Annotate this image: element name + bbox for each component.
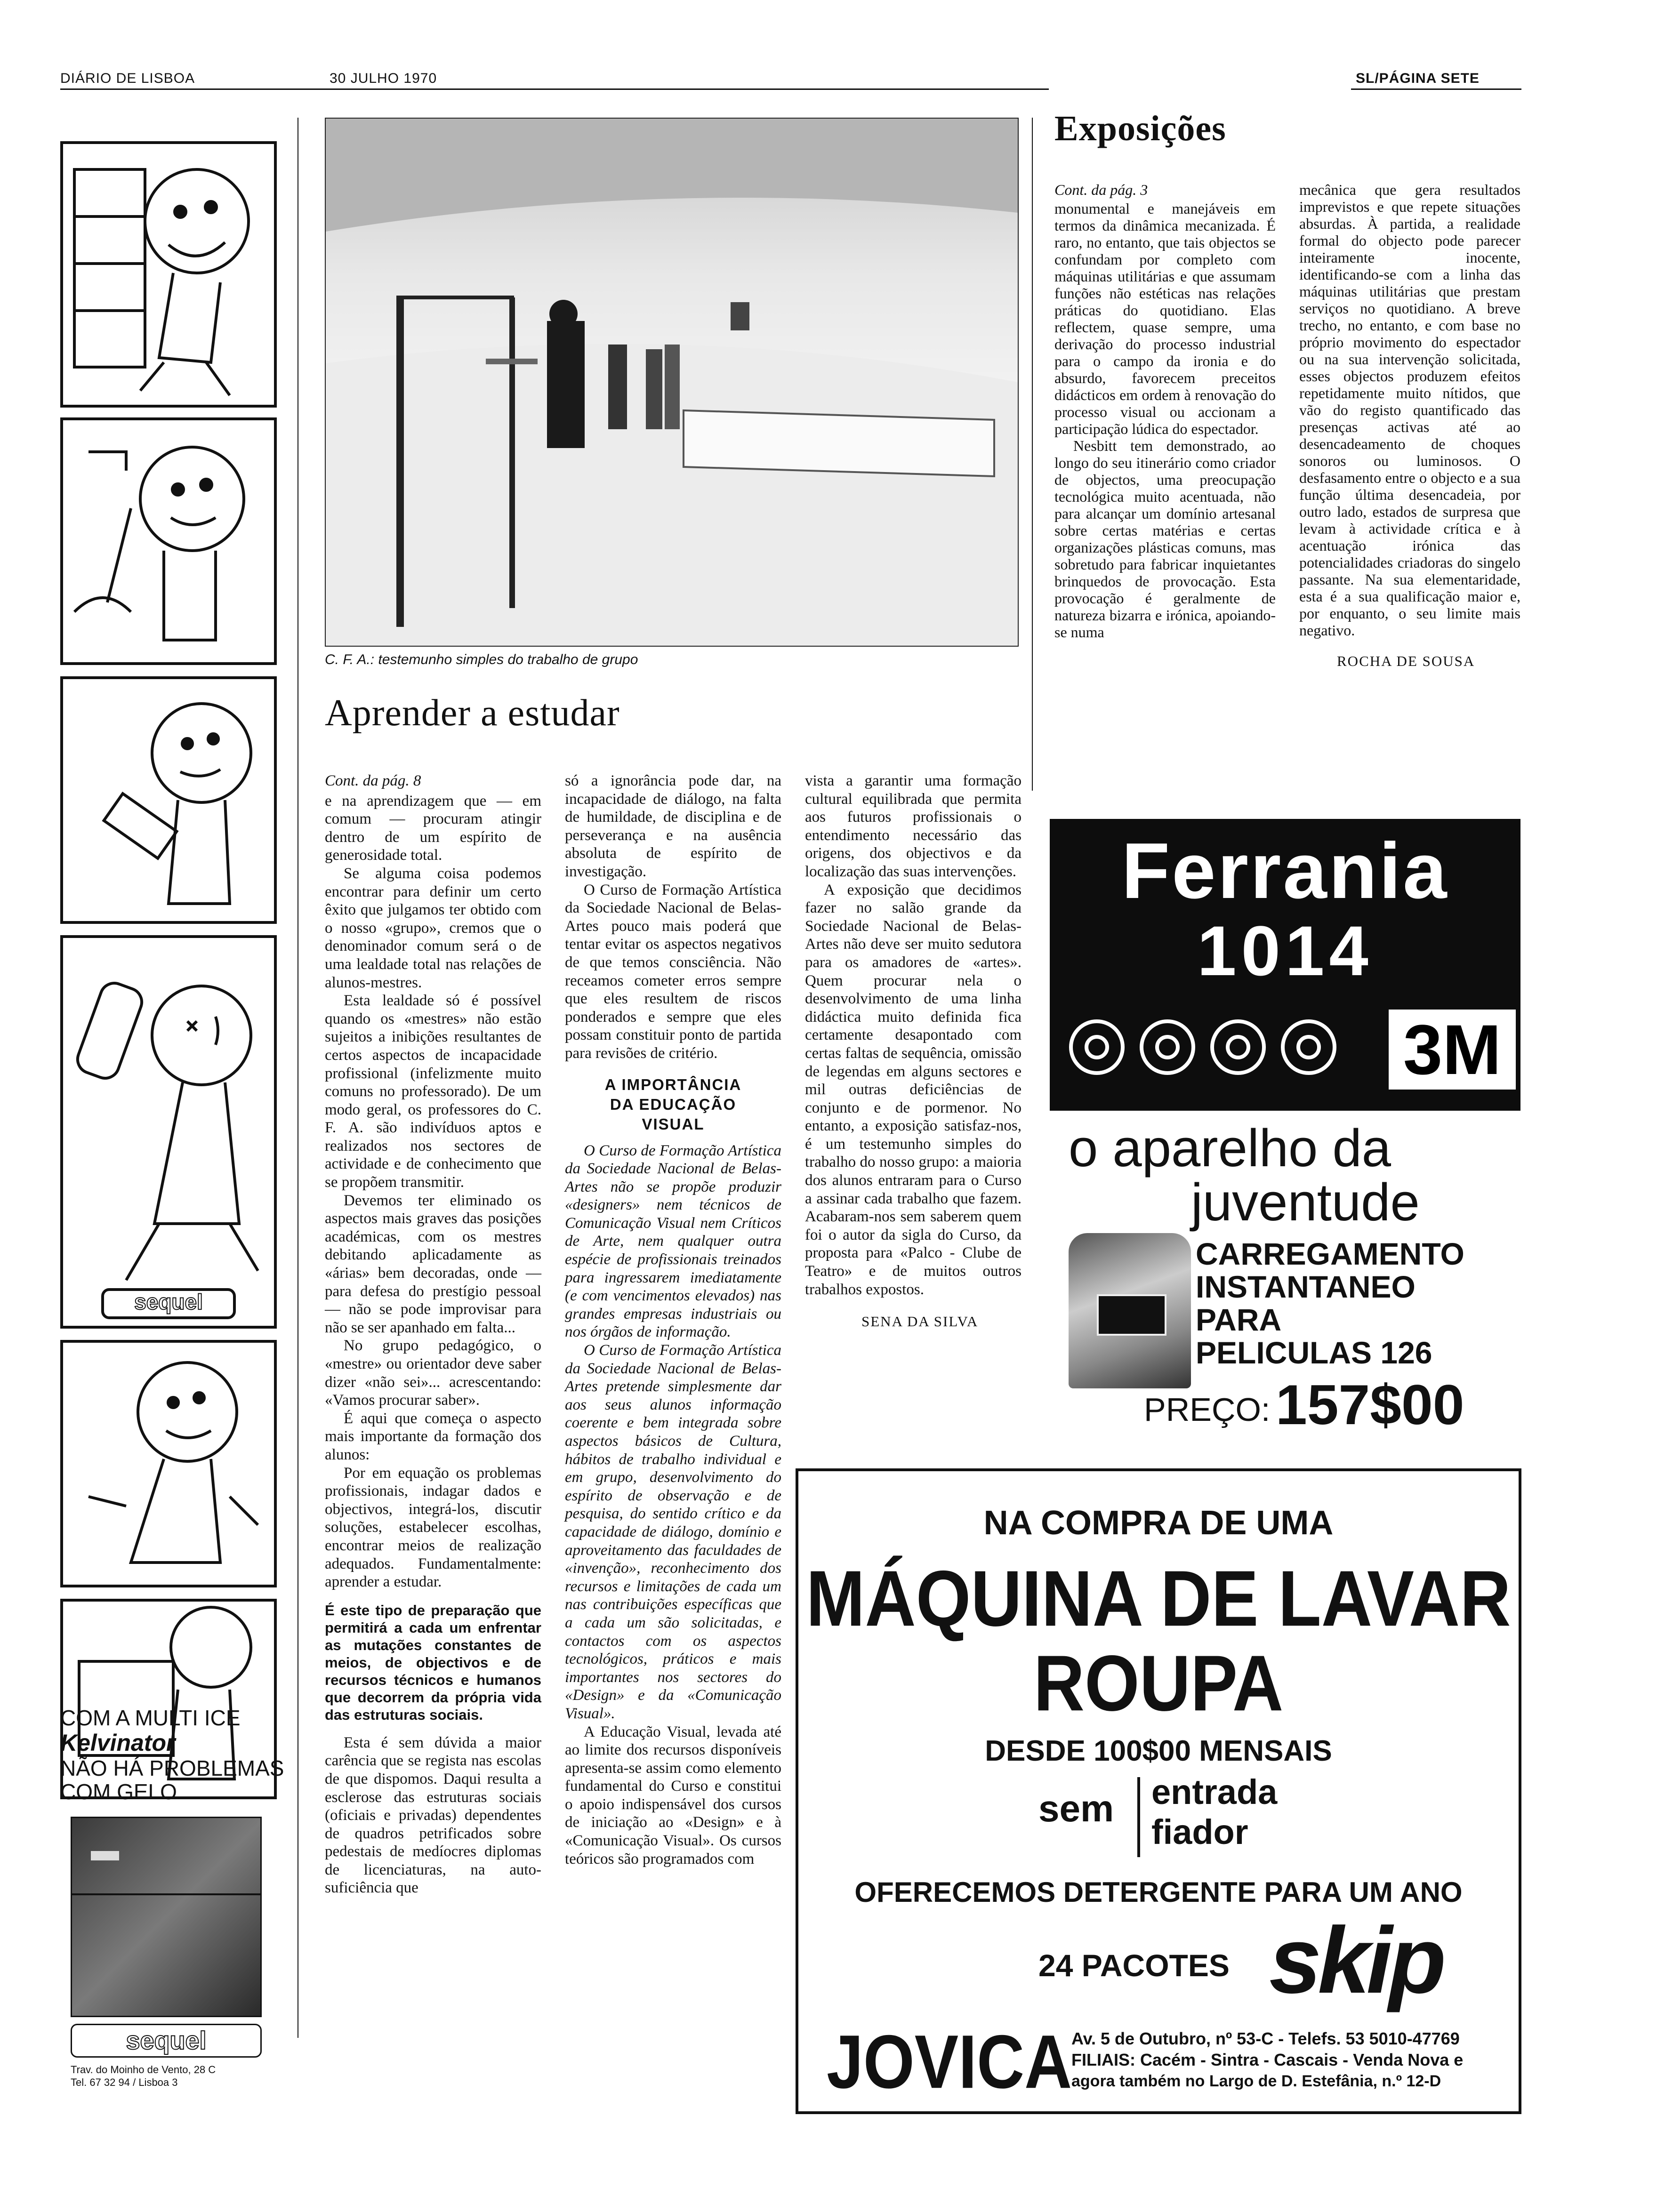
aprender-column-1	[325, 772, 541, 1897]
paragraph: mecânica que gera resultados imprevistos e que repete situações absurdas. À partida, a realidade formal do objecto pode parecer inteiramente inocente, identificando-se com a linha das máquinas utilitárias que prestam serviços no quotidiano. A breve trecho, no entanto, e com base no próprio movimento do espectador ou na sua intervenção solicitada, esses objectos produzem efeitos repetidamente muito nítidos, que vão do registo quantificado das presenças activas até ao desencadeamento de choques sonoros ou luminosos. O desfasamento entre o objecto e a sua função última desencadeia, por outro lado, estados de surpresa que levam à actividade crítica e à acentuação irónica das potencialidades criadoras do singelo passante. Na sua elementaridade, esta é a sua qualificação maior e, por enquanto, o seu limite mais negativo.	[1299, 181, 1520, 639]
jovica-store-name: JOVICA	[827, 2019, 1072, 2104]
ferrania-model: 1014	[1197, 911, 1373, 990]
paragraph: O Curso de Formação Artística da Sociedade Nacional de Belas-Artes não se propõe produzir «designers» nem técnicos de Comunicação Visual nem Críticos de Arte, nem qualquer outra espécie de profissionais treinados para ingressarem imediatamente (e com vencimentos elevados) nas grandes empresas industriais ou nos órgãos de informação.	[565, 1142, 781, 1341]
paragraph: Se alguma coisa podemos encontrar para definir um certo êxito que julgamos ter obtido com o nosso «grupo», cremos que o denominador comum será o de uma lealdade total nas relações de alunos-mestres.	[325, 865, 541, 991]
ferrania-ad	[1050, 819, 1520, 1440]
paragraph: monumental e manejáveis em termos da dinâmica mecanizada. É raro, no entanto, que tais objectos se confundam por completo com máquinas utilitárias e que assumam funções não estéticas nas relações práticas do quotidiano. Elas reflectem, quase sempre, uma derivação do processo industrial para o campo da ironia e do absurdo, favorecem preceitos didácticos em ordem à renovação do processo visual ou accionam a participação lúdica do espectador.	[1054, 200, 1276, 437]
header-rule-right	[1351, 88, 1521, 90]
feature-line2: INSTANTANEO	[1196, 1269, 1416, 1304]
kelvinator-address2: Tel. 67 32 94 / Lisboa 3	[71, 2076, 178, 2088]
jovica-ad	[796, 1468, 1521, 2114]
paragraph: Nesbitt tem demonstrado, ao longo do seu itinerário como criador de objectos, uma preocupação tecnológica muito acentuada, não para alcançar um domínio artesanal sobre certas matérias e certas organizações plásticas comuns, mas sobretudo para fabricar inquietantes brinquedos de provocação. Esta provocação é geralmente de natureza bizarra e irónica, apoiando-se numa	[1054, 437, 1276, 641]
kelvinator-line3: COM GELO	[60, 1779, 177, 1804]
aperture-icons	[1064, 1017, 1356, 1078]
paragraph: A Educação Visual, levada até ao limite dos recursos disponíveis apresenta-se assim como elemento fundamental do Curso e constitui o apoio indispensável dos cursos de iniciação ao «Design» e à «Comunicação Visual». Os cursos teóricos são programados com	[565, 1723, 781, 1867]
header-rule	[60, 88, 1049, 90]
byline: ROCHA DE SOUSA	[1337, 653, 1475, 669]
3m-logo: 3M	[1389, 1010, 1516, 1090]
byline: SENA DA SILVA	[861, 1313, 979, 1330]
kelvinator-line2: NÃO HÁ PROBLEMAS	[60, 1756, 284, 1780]
jovica-line4: DESDE 100$00 MENSAIS	[985, 1735, 1332, 1767]
jovica-packs: 24 PACOTES	[1038, 1948, 1230, 1983]
paragraph: vista a garantir uma formação cultural equilibrada que permita aos futuros profissionais o entendimento necessário das origens, dos objectivos e da localização das suas intervenções.	[805, 772, 1022, 880]
paragraph: Esta lealdade só é possível quando os «mestres» não estão sujeitos a inibições resultantes de certos aspectos de incapacidade profissional (infelizmente muito comuns no professorado). De um modo geral, os professores do C. F. A. são indivíduos aptos e realizados nos sectores de actividade e de conhecimento que se propõem transmitir.	[325, 992, 541, 1191]
ferrania-tagline1: o aparelho da	[1069, 1119, 1392, 1178]
paragraph: No grupo pedagógico, o «mestre» ou orientador deve saber dizer «não sei»... acrescentando: «Vamos procurar saber».	[325, 1337, 541, 1409]
paragraph: A exposição que decidimos fazer no salão grande da Sociedade Nacional de Belas-Artes não deve ser muito sedutora para os amadores de «artes». Quem procurar nela o desenvolvimento de uma linha didáctica muito definida fica certamente desapontado com certas faltas de sequência, omissão de legendas em alguns sectores e mil outras deficiências de conjunto e de pormenor. No entanto, a exposição satisfaz-nos, é um testemunho simples do trabalho do nosso grupo: a maioria dos alunos entraram para o Curso a assinar cada trabalho que fazem. Acabaram-nos sem saberem quem foi o autor da sigla do Curso, da proposta para «Palco - Clube de Teatro» e de muitos outros trabalhos expostos.	[805, 881, 1022, 1298]
jovica-line2: MÁQUINA DE LAVAR	[806, 1554, 1511, 1643]
subhead-line3: VISUAL	[642, 1115, 705, 1133]
paragraph: e na aprendizagem que — em comum — procuram atingir dentro de um espírito de generosidade total.	[325, 792, 541, 864]
paragraph: O Curso de Formação Artística da Sociedade Nacional de Belas-Artes pretende simplesmente dar aos seus alunos informação coerente e bem integrada sobre aspectos básicos de Cultura, hábitos de trabalho individual e em grupo, desenvolvimento do espírito de observação e de pesquisa, do sentido crítico e da capacidade de diálogo, domínio e aproveitamento das faculdades de «invenção», reconhecimento dos recursos e limitações de cada um nas contribuições específicas que a cada um são solicitadas, e contactos com os aspectos tecnológicos, práticos e mais importantes nos sectores do «Design» e da «Comunicação Visual».	[565, 1342, 781, 1722]
sequel-logo-bottom: sequel	[71, 2024, 262, 2058]
paragraph: Esta é sem dúvida a maior carência que se regista nas escolas de que dispomos. Daqui resulta a esclerose das estruturas sociais (oficiais e privadas) dependentes de quadros petrificados sobre pedestais de medíocres diplomas de licenciaturas, na auto-suficiência que	[325, 1734, 541, 1897]
exposicoes-column-2	[1299, 181, 1520, 670]
bold-paragraph: É este tipo de preparação que permitirá a cada um enfrentar as mutações constantes de meios, de objectivos e de recursos técnicos e humanos que decorrem da própria vida das estruturas sociais.	[325, 1602, 541, 1723]
kelvinator-line1: COM A MULTI ICE	[60, 1706, 241, 1730]
page-number: SL/PÁGINA SETE	[1356, 71, 1480, 86]
issue-date: 30 JULHO 1970	[330, 71, 437, 86]
skip-logo: skip	[1269, 1908, 1443, 2013]
column-divider	[1032, 118, 1033, 791]
jovica-address3: agora também no Largo de D. Estefânia, n.º 12-D	[1071, 2072, 1441, 2090]
jovica-address1: Av. 5 de Outubro, nº 53-C - Telefs. 53 5010-47769	[1071, 2029, 1460, 2048]
sequel-logo-top: sequel	[134, 1290, 203, 1314]
feature-line3: PARA	[1196, 1302, 1282, 1337]
paragraph: Por em equação os problemas profissionais, indagar dados e objectivos, integrá-los, discutir soluções, estabelecer escolhas, encontrar meios de realização adequados. Fundamentalmente: aprender a estudar.	[325, 1464, 541, 1591]
price-label: PREÇO:	[1144, 1391, 1271, 1428]
photo-caption: C. F. A.: testemunho simples do trabalho de grupo	[325, 652, 638, 667]
kelvinator-address1: Trav. do Moinho de Vento, 28 C	[71, 2064, 216, 2076]
continued-note: Cont. da pág. 8	[325, 772, 421, 789]
newspaper-name: DIÁRIO DE LISBOA	[60, 71, 195, 86]
subhead-line1: A IMPORTÂNCIA	[604, 1075, 742, 1093]
paragraph: só a ignorância pode dar, na incapacidade de diálogo, na falta de humildade, de disciplina e de perseverança e na ausência absoluta de espírito de investigação.	[565, 772, 781, 880]
girl-with-camera-photo	[1069, 1233, 1191, 1388]
continued-note: Cont. da pág. 3	[1054, 181, 1148, 198]
exposicoes-column-1	[1054, 181, 1276, 641]
aprender-column-2	[565, 772, 781, 1868]
headline-aprender: Aprender a estudar	[325, 692, 620, 734]
exhibition-photo	[325, 118, 1019, 647]
jovica-address2: FILIAIS: Cacém - Sintra - Cascais - Venda Nova e	[1071, 2050, 1464, 2069]
ferrania-brand: Ferrania	[1121, 826, 1449, 915]
paragraph: Devemos ter eliminado os aspectos mais graves das posições académicas, com os mestres debitando aplicadamente as «árias» bem decoradas, onde — para defesa do prestígio pessoal — não se pode improvisar para não se ser apanhado em falta...	[325, 1192, 541, 1336]
feature-line4: PELICULAS 126	[1196, 1335, 1432, 1370]
ferrania-tagline2: juventude	[1191, 1173, 1420, 1232]
jovica-line1: NA COMPRA DE UMA	[983, 1504, 1334, 1542]
refrigerator-image	[71, 1817, 262, 2017]
paragraph: O Curso de Formação Artística da Sociedade Nacional de Belas-Artes pouco mais poderá que tentar evitar os aspectos negativos de que temos consciência. Não receamos cometer erros sempre que eles resultem de riscos ponderados e sempre que eles possam constituir ponto de partida para revisões de critério.	[565, 881, 781, 1062]
jovica-fiador: fiador	[1151, 1812, 1248, 1851]
price-value: 157$00	[1276, 1373, 1464, 1436]
jovica-entrada: entrada	[1151, 1772, 1278, 1811]
paragraph: É aqui que começa o aspecto mais importante da formação dos alunos:	[325, 1410, 541, 1463]
jovica-line3: ROUPA	[1033, 1638, 1284, 1728]
subhead-line2: DA EDUCAÇÃO	[610, 1095, 737, 1113]
feature-line1: CARREGAMENTO	[1196, 1236, 1464, 1271]
jovica-sem: sem	[1038, 1787, 1114, 1829]
kelvinator-brand: Kelvinator	[60, 1730, 176, 1756]
jovica-offer: OFERECEMOS DETERGENTE PARA UM ANO	[854, 1876, 1463, 1908]
headline-exposicoes: Exposições	[1054, 109, 1226, 148]
jovica-divider	[1137, 1777, 1140, 1857]
gallery-photo-icon	[326, 119, 1018, 646]
aprender-column-3	[805, 772, 1022, 1331]
